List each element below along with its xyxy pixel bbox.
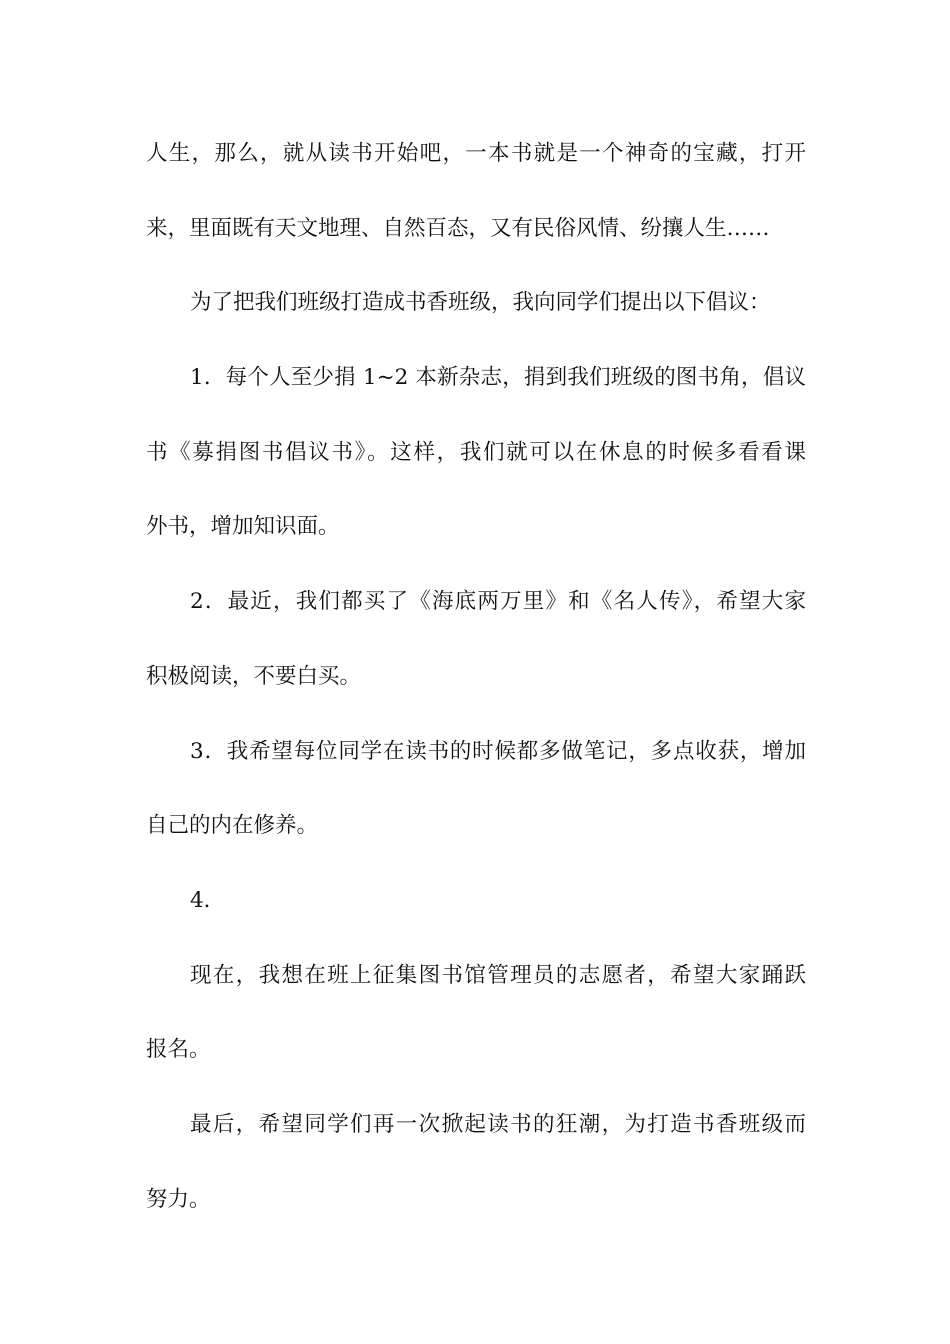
document-body — [146, 130, 806, 1250]
list-item-2-line: 2．最近，我们都买了《海底两万里》和《名人传》，希望大家 — [190, 589, 806, 615]
list-item-2-line: 积极阅读，不要白买。 — [146, 663, 362, 689]
list-item-1-line: 外书，增加知识面。 — [146, 514, 340, 540]
closing-paragraph-line: 最后，希望同学们再一次掀起读书的狂潮，为打造书香班级而 — [190, 1111, 806, 1137]
paragraph-line: 为了把我们班级打造成书香班级，我向同学们提出以下倡议： — [190, 290, 771, 316]
paragraph-line: 来，里面既有天文地理、自然百态，又有民俗风情、纷攘人生…… — [146, 215, 770, 241]
closing-paragraph-line: 努力。 — [146, 1186, 211, 1212]
list-item-3-line: 3．我希望每位同学在读书的时候都多做笔记，多点收获，增加 — [190, 738, 806, 764]
list-item-3-line: 自己的内在修养。 — [146, 813, 319, 839]
list-item-4-line: 4． — [190, 887, 226, 913]
paragraph-line: 报名。 — [146, 1037, 211, 1063]
paragraph-line: 人生，那么，就从读书开始吧，一本书就是一个神奇的宝藏，打开 — [146, 141, 806, 166]
list-item-1-line: 书《募捐图书倡议书》。这样，我们就可以在休息的时候多看看课 — [146, 439, 806, 465]
paragraph-line: 现在，我想在班上征集图书馆管理员的志愿者，希望大家踊跃 — [190, 962, 806, 988]
list-item-1-line: 1．每个人至少捐 1~2 本新杂志，捐到我们班级的图书角，倡议 — [190, 365, 806, 391]
